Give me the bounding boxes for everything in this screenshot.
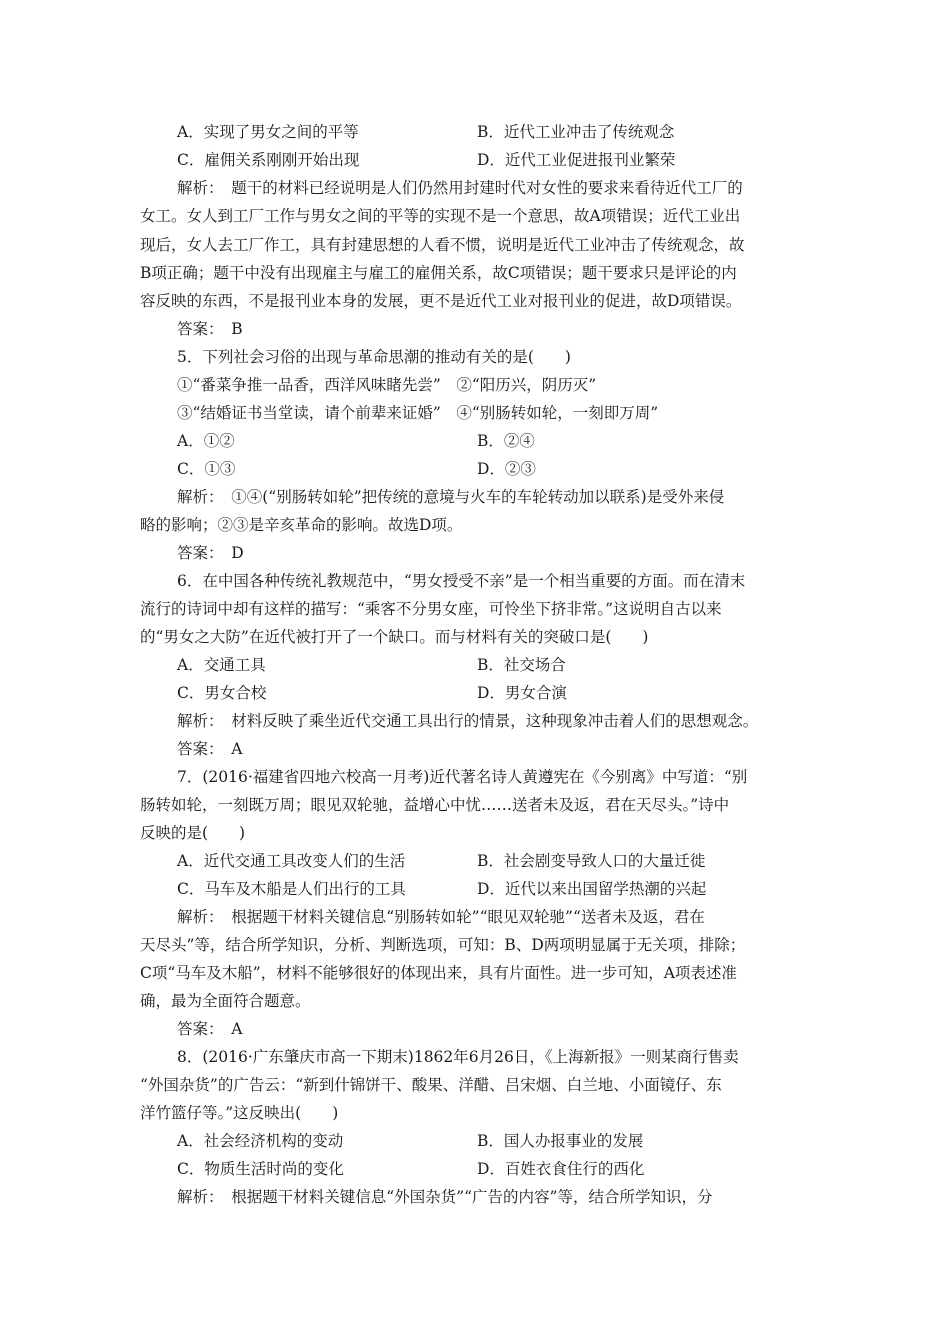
q7-option-c[interactable]: C．马车及木船是人们出行的工具	[177, 880, 406, 898]
q5-stem: 5．下列社会习俗的出现与革命思潮的推动有关的是( )	[177, 348, 571, 366]
q4-analysis-line-4: B项正确；题干中没有出现雇主与雇工的雇佣关系，故C项错误；题干要求只是评论的内	[140, 264, 737, 282]
q4-analysis-line-1: 解析： 题干的材料已经说明是人们仍然用封建时代对女性的要求来看待近代工厂的	[177, 179, 743, 197]
q6-options-row-1	[177, 655, 817, 675]
q8-stem-line-3: 洋竹篮仔等。”这反映出( )	[140, 1104, 339, 1122]
q7-stem-line-2: 肠转如轮，一刻既万周；眼见双轮驰，益增心中忧……送者未及返，君在天尽头。”诗中	[140, 796, 730, 814]
q6-option-c[interactable]: C．男女合校	[177, 684, 267, 702]
q4-options-row-2	[177, 150, 817, 170]
q6-analysis: 解析： 材料反映了乘坐近代交通工具出行的情景，这种现象冲击着人们的思想观念。	[177, 712, 759, 730]
q5-items-line-1: ①“番菜争推一品香，西洋风味睹先尝” ②“阳历兴，阴历灭”	[177, 376, 597, 394]
q4-option-c[interactable]: C．雇佣关系刚刚开始出现	[177, 151, 360, 169]
q4-analysis-line-3: 现后，女人去工厂作工，具有封建思想的人看不惯，说明是近代工业冲击了传统观念，故	[140, 236, 745, 254]
q8-option-b[interactable]: B．国人办报事业的发展	[477, 1132, 644, 1150]
q6-stem-line-2: 流行的诗词中却有这样的描写：“乘客不分男女座，可怜坐下挤非常。”这说明自古以来	[140, 600, 722, 618]
q5-option-b[interactable]: B．②④	[477, 432, 535, 450]
q8-option-a[interactable]: A．社会经济机构的变动	[177, 1132, 344, 1150]
q8-option-c[interactable]: C．物质生活时尚的变化	[177, 1160, 344, 1178]
q6-option-d[interactable]: D．男女合演	[477, 684, 567, 702]
q8-option-d[interactable]: D．百姓衣食住行的西化	[477, 1160, 645, 1178]
q6-stem-line-1: 6．在中国各种传统礼教规范中，“男女授受不亲”是一个相当重要的方面。而在清末	[177, 572, 746, 590]
q8-stem-line-1: 8．(2016·广东肇庆市高一下期末)1862年6月26日，《上海新报》一则某商行售卖	[177, 1048, 739, 1066]
q4-option-d[interactable]: D．近代工业促进报刊业繁荣	[477, 151, 676, 169]
q7-stem-line-1: 7．(2016·福建省四地六校高一月考)近代著名诗人黄遵宪在《今别离》中写道：“别	[177, 768, 748, 786]
q7-analysis-line-4: 确，最为全面符合题意。	[140, 992, 311, 1010]
q8-analysis-line-1: 解析： 根据题干材料关键信息“外国杂货”“广告的内容”等，结合所学知识，分	[177, 1188, 713, 1206]
q5-option-a[interactable]: A．①②	[177, 432, 235, 450]
q7-option-a[interactable]: A．近代交通工具改变人们的生活	[177, 852, 406, 870]
q7-options-row-1	[177, 851, 817, 871]
q6-option-b[interactable]: B．社交场合	[477, 656, 566, 674]
q8-stem-line-2: “外国杂货”的广告云：“新到什锦饼干、酸果、洋醋、吕宋烟、白兰地、小面镜仔、东	[140, 1076, 722, 1094]
q5-options-row-1	[177, 431, 817, 451]
q5-option-d[interactable]: D．②③	[477, 460, 536, 478]
q7-analysis-line-1: 解析： 根据题干材料关键信息“别肠转如轮”“眼见双轮驰”“送者未及返，君在	[177, 908, 705, 926]
q6-options-row-2	[177, 683, 817, 703]
q6-stem-line-3: 的“男女之大防”在近代被打开了一个缺口。而与材料有关的突破口是( )	[140, 628, 649, 646]
q5-option-c[interactable]: C．①③	[177, 460, 236, 478]
q7-option-b[interactable]: B．社会剧变导致人口的大量迁徙	[477, 852, 706, 870]
q8-options-row-1	[177, 1131, 817, 1151]
q7-option-d[interactable]: D．近代以来出国留学热潮的兴起	[477, 880, 707, 898]
q4-analysis-line-2: 女工。女人到工厂工作与男女之间的平等的实现不是一个意思，故A项错误；近代工业出	[140, 207, 741, 225]
q7-analysis-line-3: C项“马车及木船”，材料不能够很好的体现出来，具有片面性。进一步可知，A项表述准	[140, 964, 737, 982]
q7-answer: 答案： A	[177, 1020, 243, 1038]
q5-analysis-line-2: 略的影响；②③是辛亥革命的影响。故选D项。	[140, 516, 463, 534]
q6-answer: 答案： A	[177, 740, 243, 758]
q4-analysis-line-5: 容反映的东西，不是报刊业本身的发展，更不是近代工业对报刊业的促进，故D项错误。	[140, 292, 742, 310]
q5-items-line-2: ③“结婚证书当堂读，请个前辈来证婚” ④“别肠转如轮，一刻即万周”	[177, 404, 659, 422]
q4-answer: 答案： B	[177, 320, 243, 338]
q4-option-a[interactable]: A．实现了男女之间的平等	[177, 123, 359, 141]
q6-option-a[interactable]: A．交通工具	[177, 656, 266, 674]
q4-options-row-1	[177, 122, 817, 142]
q4-option-b[interactable]: B．近代工业冲击了传统观念	[477, 123, 675, 141]
q7-analysis-line-2: 天尽头”等，结合所学知识，分析、判断选项，可知：B、D两项明显属于无关项，排除；	[140, 936, 746, 954]
q8-options-row-2	[177, 1159, 817, 1179]
q5-options-row-2	[177, 459, 817, 479]
q7-stem-line-3: 反映的是( )	[140, 824, 246, 842]
q5-analysis-line-1: 解析： ①④(“别肠转如轮”把传统的意境与火车的车轮转动加以联系)是受外来侵	[177, 488, 725, 506]
q7-options-row-2	[177, 879, 817, 899]
q5-answer: 答案： D	[177, 544, 244, 562]
